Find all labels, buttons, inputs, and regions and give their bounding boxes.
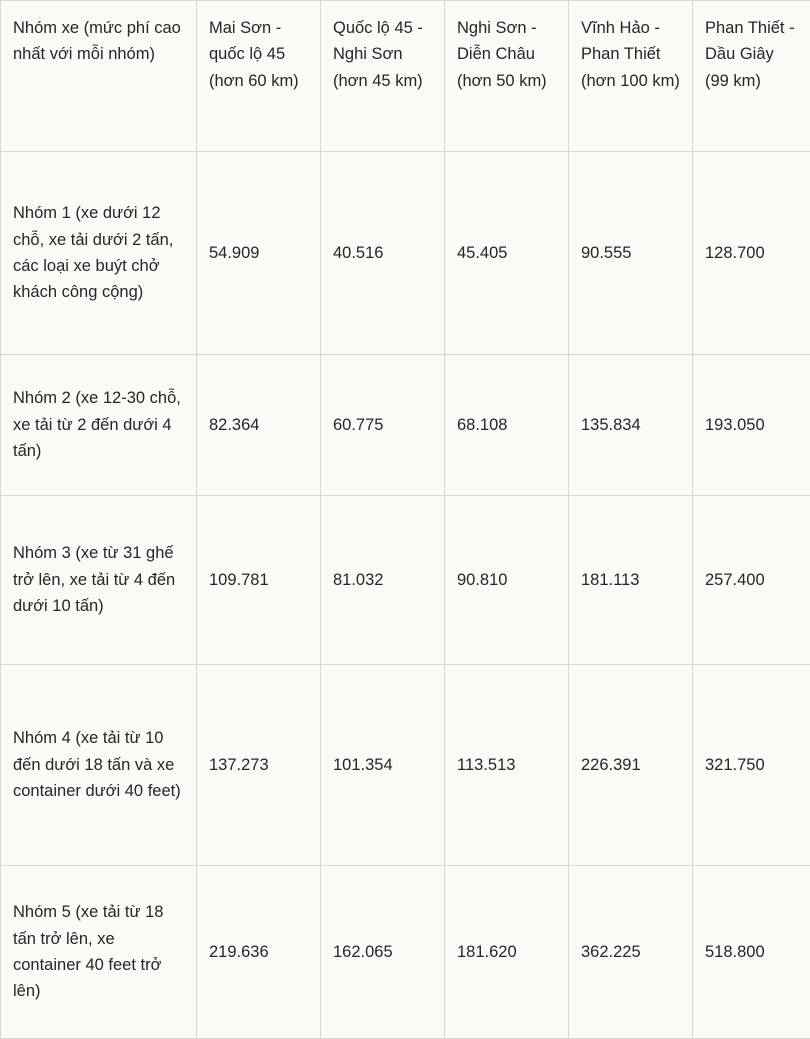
cell-group1-nghi-son-dien-chau: 45.405 [445,152,569,355]
table-row [1,665,810,866]
column-header-ql45-nghi-son: Quốc lộ 45 - Nghi Sơn (hơn 45 km) [321,1,445,152]
table-row [1,152,810,355]
column-header-vinh-hao-phan-thiet: Vĩnh Hảo - Phan Thiết (hơn 100 km) [569,1,693,152]
column-header-vehicle-group: Nhóm xe (mức phí cao nhất với mỗi nhóm) [1,1,197,152]
cell-group1-vinh-hao-phan-thiet: 90.555 [569,152,693,355]
cell-group5-ql45-nghi-son: 162.065 [321,866,445,1039]
cell-group5-phan-thiet-dau-giay: 518.800 [693,866,810,1039]
cell-group3-nghi-son-dien-chau: 90.810 [445,496,569,665]
row-header-group-3: Nhóm 3 (xe từ 31 ghế trở lên, xe tải từ 4 đến dưới 10 tấn) [1,496,197,665]
cell-group2-phan-thiet-dau-giay: 193.050 [693,355,810,496]
cell-group1-ql45-nghi-son: 40.516 [321,152,445,355]
cell-group4-vinh-hao-phan-thiet: 226.391 [569,665,693,866]
table-row [1,866,810,1039]
row-header-group-4: Nhóm 4 (xe tải từ 10 đến dưới 18 tấn và xe container dưới 40 feet) [1,665,197,866]
cell-group5-nghi-son-dien-chau: 181.620 [445,866,569,1039]
column-header-nghi-son-dien-chau: Nghi Sơn - Diễn Châu (hơn 50 km) [445,1,569,152]
table-row [1,355,810,496]
cell-group4-ql45-nghi-son: 101.354 [321,665,445,866]
cell-group2-ql45-nghi-son: 60.775 [321,355,445,496]
row-header-group-1: Nhóm 1 (xe dưới 12 chỗ, xe tải dưới 2 tấn, các loại xe buýt chở khách công cộng) [1,152,197,355]
row-header-group-2: Nhóm 2 (xe 12-30 chỗ, xe tải từ 2 đến dưới 4 tấn) [1,355,197,496]
cell-group5-vinh-hao-phan-thiet: 362.225 [569,866,693,1039]
cell-group3-phan-thiet-dau-giay: 257.400 [693,496,810,665]
cell-group1-phan-thiet-dau-giay: 128.700 [693,152,810,355]
cell-group1-mai-son-ql45: 54.909 [197,152,321,355]
column-header-mai-son-ql45: Mai Sơn - quốc lộ 45 (hơn 60 km) [197,1,321,152]
cell-group2-mai-son-ql45: 82.364 [197,355,321,496]
cell-group2-vinh-hao-phan-thiet: 135.834 [569,355,693,496]
cell-group3-vinh-hao-phan-thiet: 181.113 [569,496,693,665]
cell-group4-mai-son-ql45: 137.273 [197,665,321,866]
cell-group5-mai-son-ql45: 219.636 [197,866,321,1039]
cell-group4-nghi-son-dien-chau: 113.513 [445,665,569,866]
table-body [1,152,810,1039]
column-header-phan-thiet-dau-giay: Phan Thiết - Dầu Giây (99 km) [693,1,810,152]
row-header-group-5: Nhóm 5 (xe tải từ 18 tấn trở lên, xe container 40 feet trở lên) [1,866,197,1039]
table-header-row [1,1,810,152]
cell-group4-phan-thiet-dau-giay: 321.750 [693,665,810,866]
cell-group3-ql45-nghi-son: 81.032 [321,496,445,665]
table-row [1,496,810,665]
cell-group2-nghi-son-dien-chau: 68.108 [445,355,569,496]
cell-group3-mai-son-ql45: 109.781 [197,496,321,665]
table-header [1,1,810,152]
